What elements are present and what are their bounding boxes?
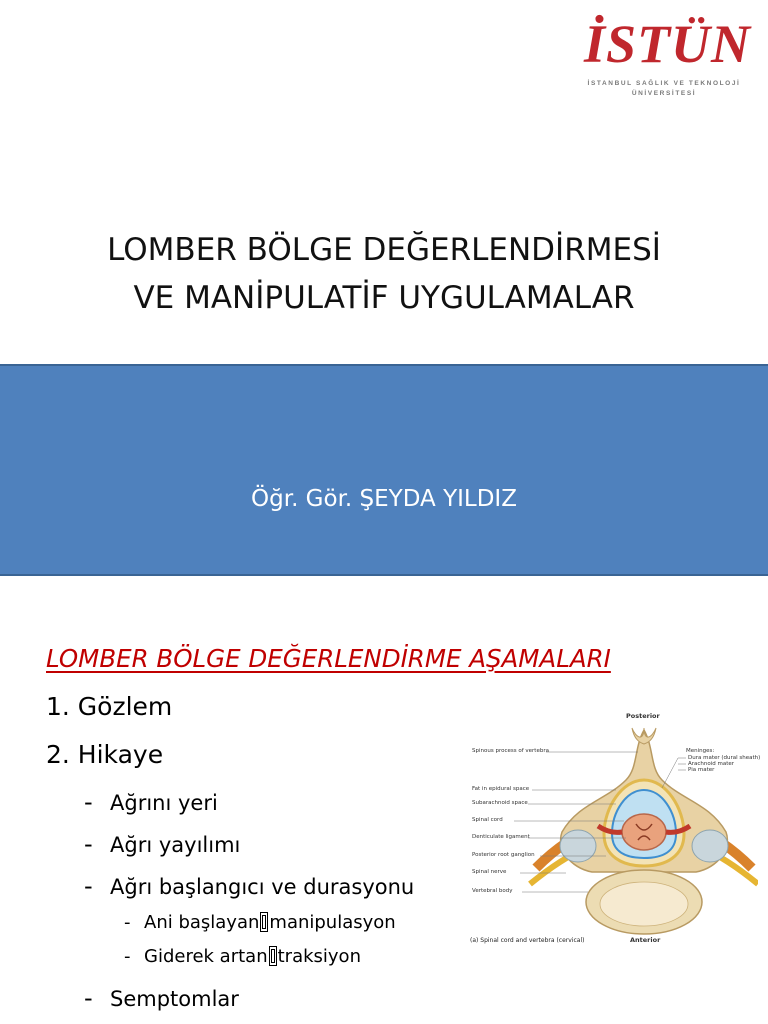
- title-line-2: VE MANİPULATİF UYGULAMALAR: [133, 280, 635, 316]
- sub-item-text: Ağrı başlangıcı ve durasyonu: [110, 875, 415, 899]
- sub-item-text: Semptomlar: [110, 987, 239, 1011]
- presentation-title: [0, 226, 768, 322]
- label-posterior-root-ganglion: Posterior root ganglion: [472, 852, 535, 858]
- label-vertebral-body: Vertebral body: [472, 888, 513, 894]
- label-arachnoid-mater: Arachnoid mater: [688, 761, 735, 767]
- slide-heading: LOMBER BÖLGE DEĞERLENDİRME AŞAMALARI: [46, 644, 611, 673]
- label-anterior: Anterior: [630, 936, 661, 944]
- sub-item-agri-yayilimi: [84, 830, 240, 858]
- sub-item-text: Ağrı yayılımı: [110, 833, 241, 857]
- istun-logo: [584, 14, 752, 100]
- sub-sub-item-ani-baslayan: [124, 912, 396, 933]
- sub-item-text: Ağrını yeri: [110, 791, 218, 815]
- list-item-gozlem: 1. Gözlem: [46, 692, 173, 721]
- label-denticulate-ligament: Denticulate ligament: [472, 834, 530, 840]
- bullet-dash: -: [84, 984, 93, 1012]
- sub-sub-item-text-start: Ani başlayan: [144, 912, 260, 933]
- label-spinous-process: Spinous process of vertebra: [472, 748, 549, 754]
- vertebra-illustration: [466, 708, 761, 954]
- bullet-dash: -: [84, 830, 93, 858]
- sub-sub-item-giderek-artan: [124, 946, 361, 967]
- title-line-1: LOMBER BÖLGE DEĞERLENDİRMESİ: [107, 232, 661, 268]
- author-name: Öğr. Gör. ŞEYDA YILDIZ: [251, 486, 517, 512]
- label-subarachnoid-space: Subarachnoid space: [472, 800, 528, 806]
- bullet-dash: -: [84, 872, 93, 900]
- logo-wordmark: İSTÜN: [584, 14, 752, 74]
- sub-item-semptomlar: [84, 984, 239, 1012]
- missing-glyph-box: [269, 946, 277, 966]
- spinal-cord-figure: [466, 708, 761, 954]
- bullet-dash: -: [84, 788, 93, 816]
- bullet-dash: -: [124, 946, 131, 967]
- logo-subtitle-line1: İSTANBUL SAĞLIK VE TEKNOLOJİ: [587, 80, 741, 87]
- sub-item-agri-baslangici: [84, 872, 414, 900]
- label-epidural-fat: Fat in epidural space: [472, 786, 530, 792]
- sub-item-agri-yeri: [84, 788, 218, 816]
- content-slide: [0, 600, 768, 1024]
- sub-sub-item-text-start: Giderek artan: [144, 946, 268, 967]
- label-pia-mater: Pia mater: [688, 767, 715, 773]
- subtitle-band: [0, 364, 768, 576]
- bullet-dash: -: [124, 912, 131, 933]
- sub-sub-item-text-end: traksiyon: [277, 946, 361, 967]
- label-dura-mater: Dura mater (dural sheath): [688, 755, 761, 761]
- sub-sub-item-text-end: manipulasyon: [269, 912, 396, 933]
- label-posterior: Posterior: [626, 712, 660, 720]
- figure-caption: (a) Spinal cord and vertebra (cervical): [470, 937, 585, 944]
- label-spinal-nerve: Spinal nerve: [472, 869, 507, 875]
- logo-subtitle-line2: ÜNİVERSİTESİ: [631, 90, 697, 97]
- list-item-hikaye: 2. Hikaye: [46, 740, 164, 769]
- label-meninges: Meninges:: [686, 748, 715, 754]
- missing-glyph-box: [260, 912, 268, 932]
- label-spinal-cord: Spinal cord: [472, 817, 503, 823]
